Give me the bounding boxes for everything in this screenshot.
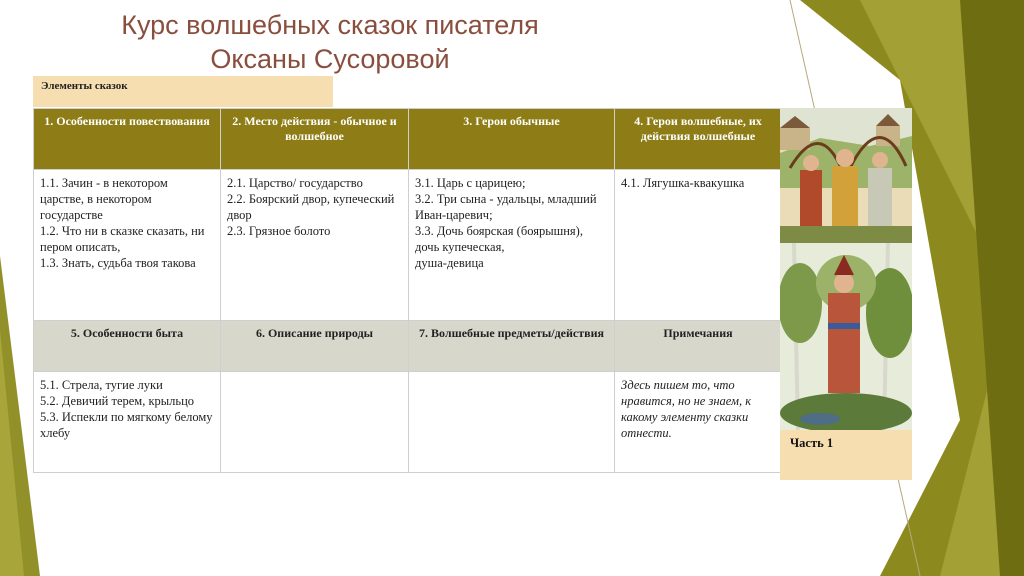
header-cell: 1. Особенности повествования: [34, 109, 221, 170]
archers-illustration: [780, 108, 912, 243]
header-cell: 4. Герои волшебные, их действия волшебные: [615, 109, 782, 170]
cell-line: 5.2. Девичий терем, крыльцо: [40, 394, 195, 408]
cell-line: 3.2. Три сына - удальцы, младший Иван-царевич;: [415, 192, 597, 222]
subheader-cell: Примечания: [615, 321, 782, 372]
title-line-1: Курс волшебных сказок писателя: [121, 10, 539, 40]
table-row: [34, 372, 782, 473]
table-subheader-row: [34, 321, 782, 372]
subheader-cell: 6. Описание природы: [221, 321, 409, 372]
cell-line: 2.1. Царство/ государство: [227, 176, 363, 190]
table-cell[interactable]: [34, 170, 221, 321]
subheader-cell: 5. Особенности быта: [34, 321, 221, 372]
cell-line: душа-девица: [415, 256, 484, 270]
cell-line: 2.3. Грязное болото: [227, 224, 331, 238]
fairy-tale-elements-table: [33, 108, 782, 473]
table-row: [34, 170, 782, 321]
header-cell: 3. Герои обычные: [409, 109, 615, 170]
slide-title: [0, 8, 660, 76]
cell-line: 1.1. Зачин - в некотором царстве, в некотором государстве: [40, 176, 168, 222]
table-cell[interactable]: [615, 170, 782, 321]
cell-line: 5.1. Стрела, тугие луки: [40, 378, 163, 392]
title-line-2: Оксаны Сусоровой: [210, 44, 450, 74]
table-cell[interactable]: [615, 372, 782, 473]
cell-line: 2.2. Боярский двор, купеческий двор: [227, 192, 395, 222]
cell-line: 3.1. Царь с царицею;: [415, 176, 526, 190]
header-cell: 2. Место действия - обычное и волшебное: [221, 109, 409, 170]
table-cell-empty[interactable]: [221, 372, 409, 473]
table-cell[interactable]: [409, 170, 615, 321]
part-caption: Часть 1: [780, 430, 912, 480]
tsarevich-illustration: [780, 243, 912, 430]
subheader-cell: 7. Волшебные предметы/действия: [409, 321, 615, 372]
note-text: Здесь пишем то, что нравится, но не знаем, к какому элементу сказки отнести.: [621, 378, 752, 440]
table-cell[interactable]: [221, 170, 409, 321]
cell-line: 1.2. Что ни в сказке сказать, ни пером описать,: [40, 224, 205, 254]
cell-line: 5.3. Испекли по мягкому белому хлебу: [40, 410, 213, 440]
cell-line: 3.3. Дочь боярская (боярышня), дочь купеческая,: [415, 224, 583, 254]
cell-line: 4.1. Лягушка-квакушка: [621, 176, 745, 190]
table-header-row: [34, 109, 782, 170]
cell-line: 1.3. Знать, судьба твоя такова: [40, 256, 196, 270]
table-cell[interactable]: [34, 372, 221, 473]
table-tag: Элементы сказок: [33, 76, 333, 107]
table-cell-empty[interactable]: [409, 372, 615, 473]
